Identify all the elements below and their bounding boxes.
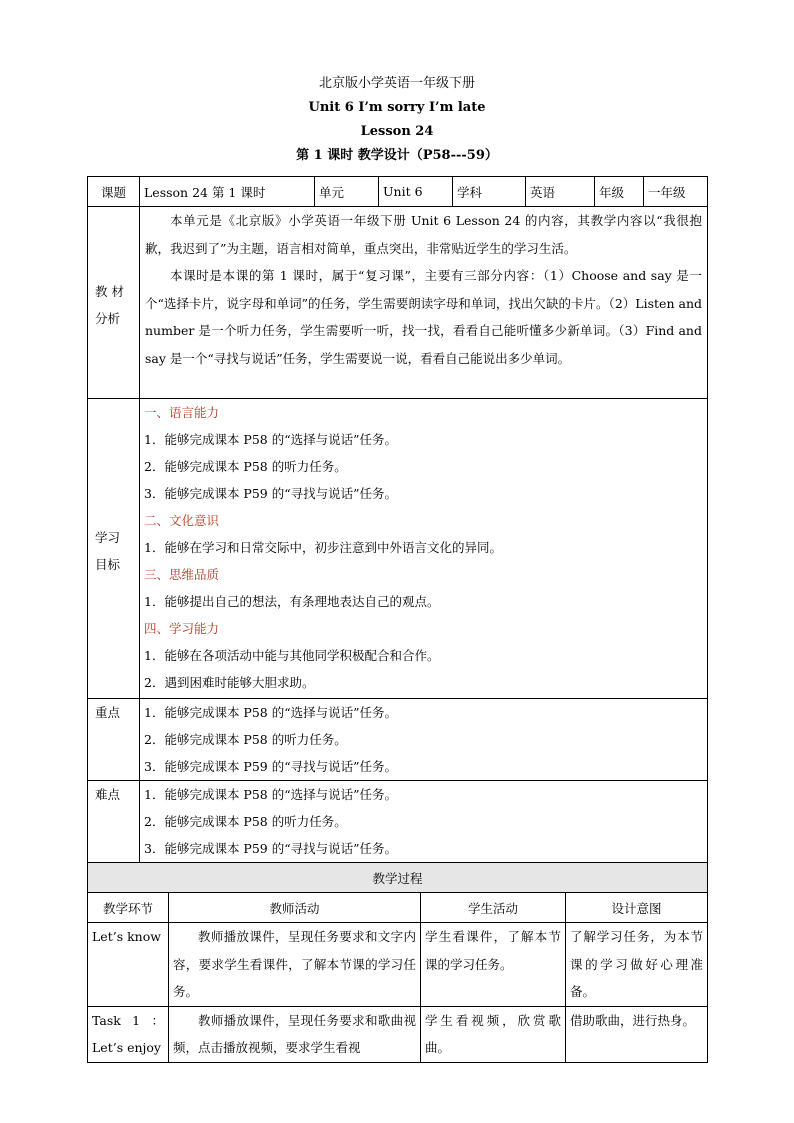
objective-item: 2．能够完成课本 P58 的听力任务。 — [144, 459, 347, 474]
info-row — [88, 177, 708, 207]
column-header: 教学环节 — [88, 893, 169, 923]
design-intent-cell: 了解学习任务，为本节课的学习做好心理准备。 — [566, 923, 708, 1007]
objective-item: 1．能够提出自己的想法，有条理地表达自己的观点。 — [144, 594, 440, 609]
key-point-item: 1．能够完成课本 P58 的“选择与说话”任务。 — [144, 705, 397, 720]
process-row — [88, 1006, 708, 1062]
objectives-label: 学习 目标 — [88, 399, 140, 699]
stage-cell: Let’s know — [88, 923, 169, 1007]
process-title: 教学过程 — [88, 863, 708, 893]
document-title — [0, 72, 794, 168]
title-book: 北京版小学英语一年级下册 — [318, 76, 475, 91]
subject-label: 学科 — [453, 177, 526, 207]
objective-item: 2．遇到困难时能够大胆求助。 — [144, 675, 315, 690]
analysis-label: 教 材 分析 — [88, 207, 140, 399]
objective-item: 3．能够完成课本 P59 的“寻找与说话”任务。 — [144, 486, 397, 501]
stage-cell: Task 1 ：Let’s enjoy — [88, 1006, 169, 1062]
analysis-para-1: 本单元是《北京版》小学英语一年级下册 Unit 6 Lesson 24 的内容，其教学内容以“我很抱歉，我迟到了”为主题，语言相对简单，重点突出，非常贴近学生的学习生活。 — [145, 213, 702, 256]
objectives-content — [140, 399, 708, 699]
objective-section-thinking: 三、思维品质 — [144, 567, 220, 582]
topic-label: 课题 — [88, 177, 140, 207]
analysis-para-2: 本课时是本课的第 1 课时，属于“复习课”，主要有三部分内容：（1）Choose and say 是一个“选择卡片，说字母和单词”的任务，学生需要朗读字母和单词，找出欠缺的卡片。（2）Listen and number 是一个听力任务，学生需要听一听，找一找，看看自己能听懂多少新单词。（3）Find and say 是一个“寻找与说话”任务，学生需要说一说，看看自己能说出多少单词。 — [145, 268, 702, 366]
teacher-activity-cell: 教师播放课件，呈现任务要求和文字内容，要求学生看课件，了解本节课的学习任务。 — [169, 923, 421, 1007]
teacher-activity-cell: 教师播放课件，呈现任务要求和歌曲视频，点击播放视频，要求学生看视 — [169, 1006, 421, 1062]
difficulty-item: 3．能够完成课本 P59 的“寻找与说话”任务。 — [144, 841, 397, 856]
difficulties-label: 难点 — [88, 781, 140, 863]
process-row — [88, 923, 708, 1007]
title-unit: Unit 6 I’m sorry I’m late — [308, 100, 486, 115]
title-period: 第 1 课时 教学设计（P58---59） — [296, 148, 498, 163]
objective-item: 1．能够完成课本 P58 的“选择与说话”任务。 — [144, 432, 397, 447]
difficulties-row — [88, 781, 708, 863]
process-band — [88, 863, 708, 893]
student-activity-cell: 学生看课件，了解本节课的学习任务。 — [421, 923, 566, 1007]
key-points-content — [140, 699, 708, 781]
objective-item: 1．能够在学习和日常交际中，初步注意到中外语言文化的异同。 — [144, 540, 502, 555]
unit-value: Unit 6 — [379, 177, 453, 207]
column-header: 学生活动 — [421, 893, 566, 923]
objectives-row — [88, 399, 708, 699]
objective-item: 1．能够在各项活动中能与其他同学积极配合和合作。 — [144, 648, 440, 663]
column-header: 教师活动 — [169, 893, 421, 923]
grade-label: 年级 — [595, 177, 644, 207]
process-header-row — [88, 893, 708, 923]
objective-section-culture: 二、文化意识 — [144, 513, 220, 528]
topic-value: Lesson 24 第 1 课时 — [140, 177, 315, 207]
objective-section-learning: 四、学习能力 — [144, 621, 220, 636]
column-header: 设计意图 — [566, 893, 708, 923]
analysis-row — [88, 207, 708, 399]
difficulty-item: 1．能够完成课本 P58 的“选择与说话”任务。 — [144, 787, 397, 802]
difficulty-item: 2．能够完成课本 P58 的听力任务。 — [144, 814, 347, 829]
key-point-item: 3．能够完成课本 P59 的“寻找与说话”任务。 — [144, 759, 397, 774]
key-points-row — [88, 699, 708, 781]
grade-value: 一年级 — [644, 177, 708, 207]
difficulties-content — [140, 781, 708, 863]
objective-section-language: 一、语言能力 — [144, 405, 220, 420]
key-point-item: 2．能够完成课本 P58 的听力任务。 — [144, 732, 347, 747]
key-points-label: 重点 — [88, 699, 140, 781]
student-activity-cell: 学生看视频，欣赏歌曲。 — [421, 1006, 566, 1062]
title-lesson: Lesson 24 — [360, 124, 434, 139]
lesson-info-table — [87, 176, 708, 863]
teaching-process-table — [87, 862, 708, 1063]
design-intent-cell: 借助歌曲，进行热身。 — [566, 1006, 708, 1062]
subject-value: 英语 — [526, 177, 595, 207]
unit-label: 单元 — [315, 177, 379, 207]
analysis-content — [140, 207, 708, 399]
